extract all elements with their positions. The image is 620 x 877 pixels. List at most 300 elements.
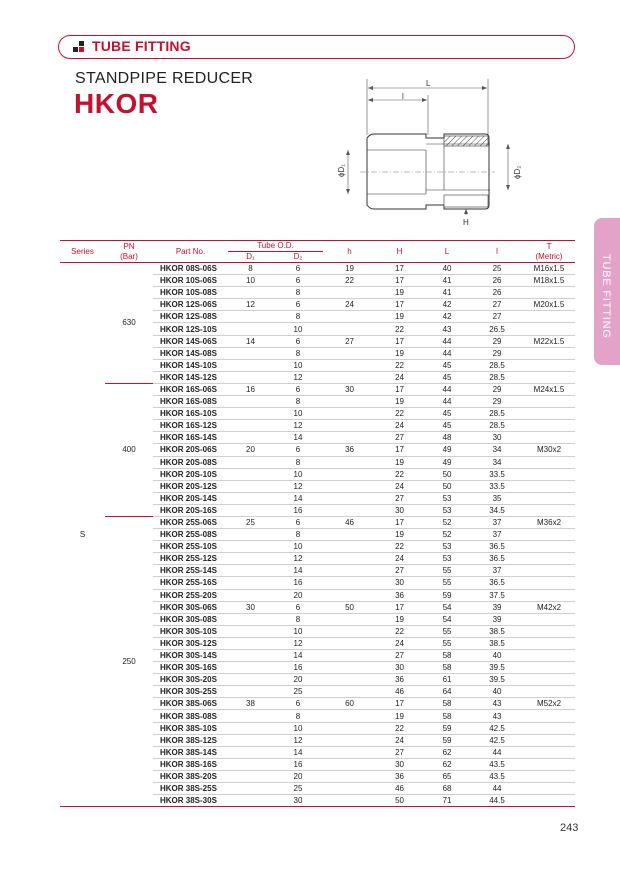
dim-L-cell: 50 [423,468,471,480]
tube-d2-cell: 14 [273,650,323,662]
thread-T-cell: M24x1.5 [523,383,575,395]
dim-H-cell: 22 [376,359,423,371]
dim-L-cell: 61 [423,674,471,686]
part-number-cell: HKOR 25S-06S [153,516,228,528]
dim-L-cell: 48 [423,432,471,444]
tube-d2-cell: 6 [273,263,323,275]
part-number-cell: HKOR 30S-08S [153,613,228,625]
thread-T-cell [523,529,575,541]
tube-d2-cell: 8 [273,347,323,359]
tube-d2-cell: 14 [273,492,323,504]
tube-d1-cell [228,637,273,649]
tube-d2-cell: 30 [273,795,323,807]
dim-H-cell: 22 [376,323,423,335]
part-number-cell: HKOR 38S-08S [153,710,228,722]
dim-H-cell: 27 [376,492,423,504]
squares-logo-icon [73,41,85,53]
dim-L-cell: 64 [423,686,471,698]
tube-d2-cell: 16 [273,662,323,674]
tube-d1-cell: 10 [228,275,273,287]
tube-d1-cell [228,347,273,359]
part-number-cell: HKOR 14S-06S [153,335,228,347]
thread-T-cell [523,347,575,359]
dim-h-cell [323,347,376,359]
dim-h-cell [323,577,376,589]
tube-d2-cell: 10 [273,722,323,734]
dim-L-cell: 44 [423,396,471,408]
tube-d2-cell: 10 [273,468,323,480]
dim-l-cell: 38.5 [471,625,523,637]
dim-L-cell: 42 [423,299,471,311]
dim-L-cell: 44 [423,383,471,395]
tube-d1-cell [228,359,273,371]
dim-l-cell: 37 [471,565,523,577]
header-L: L [423,241,471,263]
tube-d2-cell: 14 [273,565,323,577]
part-number-cell: HKOR 25S-12S [153,553,228,565]
dim-H-cell: 24 [376,553,423,565]
dim-l-cell: 38.5 [471,637,523,649]
part-number-cell: HKOR 20S-08S [153,456,228,468]
dim-h-cell [323,770,376,782]
tube-d2-cell: 12 [273,734,323,746]
dim-L-cell: 49 [423,444,471,456]
dim-h-cell [323,710,376,722]
dim-H-cell: 36 [376,770,423,782]
thread-T-cell [523,625,575,637]
table-body [60,263,575,807]
dim-l-cell: 36.5 [471,553,523,565]
part-number-cell: HKOR 12S-06S [153,299,228,311]
dim-h-cell: 19 [323,263,376,275]
thread-T-cell [523,589,575,601]
header-part: Part No. [153,241,228,263]
tube-d1-cell [228,480,273,492]
header-d2: D₂ [273,252,323,263]
dim-L-cell: 42 [423,311,471,323]
dim-l-cell: 39.5 [471,674,523,686]
part-number-cell: HKOR 20S-06S [153,444,228,456]
part-number-cell: HKOR 38S-06S [153,698,228,710]
part-number-cell: HKOR 12S-10S [153,323,228,335]
dim-L-cell: 41 [423,275,471,287]
tube-d1-cell [228,504,273,516]
dim-L-cell: 65 [423,770,471,782]
tube-d1-cell: 14 [228,335,273,347]
dim-H-cell: 19 [376,710,423,722]
dim-H-cell: 27 [376,746,423,758]
dim-L-cell: 45 [423,408,471,420]
thread-T-cell [523,287,575,299]
table-row [60,516,575,528]
dim-h-cell [323,420,376,432]
header-h-small: h [323,241,376,263]
dim-H-cell: 36 [376,674,423,686]
dim-h-cell [323,396,376,408]
thread-T-cell [523,795,575,807]
thread-T-cell [523,480,575,492]
dim-H-cell: 17 [376,516,423,528]
dim-h-cell [323,565,376,577]
dim-l-cell: 40 [471,686,523,698]
tube-d2-cell: 20 [273,770,323,782]
tube-d1-cell: 8 [228,263,273,275]
table-row [60,263,575,275]
dim-H-cell: 46 [376,783,423,795]
fitting-drawing [330,75,530,235]
part-number-cell: HKOR 14S-12S [153,371,228,383]
thread-T-cell [523,432,575,444]
thread-T-cell [523,650,575,662]
thread-T-cell [523,637,575,649]
tube-d1-cell [228,541,273,553]
tube-d2-cell: 8 [273,287,323,299]
tube-d2-cell: 12 [273,420,323,432]
dim-L-cell: 45 [423,371,471,383]
tube-d2-cell: 12 [273,480,323,492]
tube-d1-cell: 30 [228,601,273,613]
dim-l-cell: 29 [471,347,523,359]
dim-l-cell: 42.5 [471,722,523,734]
dim-h-cell [323,311,376,323]
dim-l-cell: 37.5 [471,589,523,601]
tube-d2-cell: 6 [273,335,323,347]
dim-l-cell: 29 [471,383,523,395]
part-number-cell: HKOR 12S-08S [153,311,228,323]
part-number-cell: HKOR 38S-14S [153,746,228,758]
dim-H-cell: 24 [376,371,423,383]
dim-H-cell: 17 [376,275,423,287]
part-number-cell: HKOR 25S-16S [153,577,228,589]
pn-cell: 630 [122,318,136,328]
tube-d1-cell [228,323,273,335]
dim-h-cell: 27 [323,335,376,347]
dim-H-cell: 27 [376,432,423,444]
thread-T-cell [523,553,575,565]
dim-H-cell: 22 [376,625,423,637]
dim-L-cell: 53 [423,553,471,565]
part-number-cell: HKOR 38S-12S [153,734,228,746]
header-tube-od: Tube O.D. [228,241,323,252]
dim-h-cell [323,637,376,649]
dim-l-cell: 44 [471,783,523,795]
dim-l-cell: 28.5 [471,371,523,383]
dim-H-cell: 22 [376,541,423,553]
part-number-cell: HKOR 25S-20S [153,589,228,601]
series-cell: S [60,263,105,807]
thread-T-cell [523,686,575,698]
tube-d1-cell [228,613,273,625]
tube-d2-cell: 8 [273,710,323,722]
part-number-cell: HKOR 10S-06S [153,275,228,287]
dim-L-cell: 58 [423,710,471,722]
part-number-cell: HKOR 38S-16S [153,758,228,770]
tube-d1-cell [228,565,273,577]
part-number-cell: HKOR 38S-10S [153,722,228,734]
dim-L-cell: 54 [423,613,471,625]
dim-h-cell [323,783,376,795]
pn-cell: 400 [105,383,153,516]
tube-d2-cell: 8 [273,311,323,323]
part-number-cell: HKOR 30S-25S [153,686,228,698]
dim-h-cell [323,795,376,807]
thread-T-cell: M22x1.5 [523,335,575,347]
thread-T-cell: M18x1.5 [523,275,575,287]
dim-l-cell: 37 [471,529,523,541]
dim-H-cell: 27 [376,650,423,662]
dim-H-cell: 24 [376,420,423,432]
part-number-cell: HKOR 20S-12S [153,480,228,492]
part-number-cell: HKOR 38S-25S [153,783,228,795]
part-number-cell: HKOR 30S-16S [153,662,228,674]
product-model: HKOR [74,88,159,119]
thread-T-cell [523,565,575,577]
dim-h-cell [323,359,376,371]
dim-l-cell: 39 [471,601,523,613]
dim-L-cell: 53 [423,504,471,516]
dim-h-cell [323,662,376,674]
dim-L-cell: 44 [423,347,471,359]
part-number-cell: HKOR 20S-14S [153,492,228,504]
table-row [60,383,575,395]
dim-h-cell [323,722,376,734]
thread-T-cell: M16x1.5 [523,263,575,275]
tube-d1-cell [228,529,273,541]
dim-l-cell: 43 [471,698,523,710]
thread-T-cell [523,504,575,516]
header-l-small: l [471,241,523,263]
dim-L-cell: 62 [423,746,471,758]
thread-T-cell [523,783,575,795]
tube-d2-cell: 16 [273,758,323,770]
part-number-cell: HKOR 30S-06S [153,601,228,613]
tube-d1-cell [228,722,273,734]
tube-d1-cell [228,674,273,686]
thread-T-cell [523,577,575,589]
dim-h-cell [323,456,376,468]
thread-T-cell: M52x2 [523,698,575,710]
dim-H-cell: 30 [376,758,423,770]
dim-l-cell: 28.5 [471,420,523,432]
tube-d2-cell: 10 [273,323,323,335]
dim-l-cell: 36.5 [471,577,523,589]
part-number-cell: HKOR 25S-08S [153,529,228,541]
tube-d2-cell: 6 [273,601,323,613]
dim-h-cell [323,408,376,420]
tube-d1-cell: 25 [228,516,273,528]
dim-l-cell: 29 [471,396,523,408]
thread-T-cell [523,541,575,553]
dim-L-cell: 55 [423,625,471,637]
tube-d2-cell: 20 [273,674,323,686]
dim-L-cell: 58 [423,650,471,662]
dim-D2-label: ϕD₂ [513,165,522,179]
dim-H-cell: 30 [376,504,423,516]
dim-l-cell: 40 [471,650,523,662]
dim-l-cell: 34 [471,456,523,468]
dim-L-cell: 49 [423,456,471,468]
dim-H-cell: 17 [376,299,423,311]
dim-H-cell: 19 [376,396,423,408]
tube-d1-cell [228,456,273,468]
part-number-cell: HKOR 30S-12S [153,637,228,649]
dim-h-cell [323,287,376,299]
dim-l-cell: 37 [471,516,523,528]
dim-H-cell: 22 [376,468,423,480]
side-tab [594,218,620,365]
part-number-cell: HKOR 14S-08S [153,347,228,359]
tube-d2-cell: 8 [273,529,323,541]
part-number-cell: HKOR 30S-20S [153,674,228,686]
tube-d1-cell [228,577,273,589]
tube-d2-cell: 6 [273,299,323,311]
part-number-cell: HKOR 38S-30S [153,795,228,807]
dim-L-cell: 55 [423,577,471,589]
tube-d2-cell: 6 [273,698,323,710]
tube-d2-cell: 8 [273,613,323,625]
tube-d1-cell [228,746,273,758]
thread-T-cell [523,710,575,722]
dim-l-cell: 36.5 [471,541,523,553]
part-number-cell: HKOR 08S-06S [153,263,228,275]
part-number-cell: HKOR 38S-20S [153,770,228,782]
dim-h-cell: 30 [323,383,376,395]
dim-H-cell: 17 [376,698,423,710]
section-title: TUBE FITTING [92,38,191,54]
dim-l-cell: 25 [471,263,523,275]
dim-L-cell: 44 [423,335,471,347]
dim-h-cell [323,686,376,698]
dim-h-cell [323,541,376,553]
thread-T-cell [523,323,575,335]
dim-h-cell: 24 [323,299,376,311]
dim-h-cell: 46 [323,516,376,528]
dim-l-cell: 33.5 [471,468,523,480]
tube-d1-cell [228,770,273,782]
tube-d1-cell [228,287,273,299]
section-header-bar [58,35,575,59]
tube-d2-cell: 10 [273,625,323,637]
thread-T-cell [523,492,575,504]
thread-T-cell [523,311,575,323]
dim-l-cell: 44 [471,746,523,758]
tube-d1-cell [228,311,273,323]
dim-H-cell: 30 [376,662,423,674]
dim-h-cell [323,468,376,480]
tube-d2-cell: 16 [273,504,323,516]
tube-d1-cell: 38 [228,698,273,710]
dim-l-cell: 27 [471,311,523,323]
thread-T-cell: M36x2 [523,516,575,528]
dim-L-cell: 53 [423,541,471,553]
thread-T-cell [523,722,575,734]
dim-l-cell: 39 [471,613,523,625]
dim-L-cell: 45 [423,420,471,432]
thread-T-cell [523,734,575,746]
page-number: 243 [560,822,579,834]
thread-T-cell [523,613,575,625]
dim-h-cell [323,650,376,662]
dimension-table [60,240,575,807]
dim-h-cell: 60 [323,698,376,710]
tube-d2-cell: 14 [273,746,323,758]
dim-h-cell [323,613,376,625]
dim-L-cell: 54 [423,601,471,613]
tube-d2-cell: 12 [273,553,323,565]
dim-L-cell: 59 [423,722,471,734]
tube-d2-cell: 6 [273,275,323,287]
part-number-cell: HKOR 16S-08S [153,396,228,408]
dim-H-cell: 46 [376,686,423,698]
dim-H-cell: 24 [376,480,423,492]
dim-H-cell: 36 [376,589,423,601]
thread-T-cell [523,420,575,432]
tube-d1-cell: 12 [228,299,273,311]
header-T [523,241,575,263]
dim-L-cell: 68 [423,783,471,795]
dim-L-cell: 41 [423,287,471,299]
tube-d1-cell [228,650,273,662]
thread-T-cell: M30x2 [523,444,575,456]
dim-L-cell: 62 [423,758,471,770]
dim-L-cell: 43 [423,323,471,335]
dim-h-cell [323,371,376,383]
tube-d2-cell: 20 [273,589,323,601]
dim-l-cell: 27 [471,299,523,311]
dim-h-cell [323,746,376,758]
part-number-cell: HKOR 16S-14S [153,432,228,444]
header-H: H [376,241,423,263]
tube-d2-cell: 10 [273,541,323,553]
dim-l-cell: 26.5 [471,323,523,335]
dim-H-cell: 17 [376,601,423,613]
dim-H-cell: 30 [376,577,423,589]
header-pn [105,241,153,263]
tube-d1-cell [228,795,273,807]
tube-d1-cell [228,468,273,480]
thread-T-cell [523,662,575,674]
dim-L-cell: 55 [423,637,471,649]
part-number-cell: HKOR 20S-10S [153,468,228,480]
dim-h-cell [323,529,376,541]
tube-d2-cell: 25 [273,783,323,795]
tube-d1-cell [228,371,273,383]
dim-h-cell [323,734,376,746]
dim-H-cell: 17 [376,383,423,395]
tube-d1-cell: 16 [228,383,273,395]
part-number-cell: HKOR 30S-14S [153,650,228,662]
dim-l-cell: 34.5 [471,504,523,516]
tube-d1-cell [228,396,273,408]
tube-d1-cell [228,662,273,674]
tube-d2-cell: 10 [273,408,323,420]
header-d1: D₁ [228,252,273,263]
part-number-cell: HKOR 25S-14S [153,565,228,577]
part-number-cell: HKOR 20S-16S [153,504,228,516]
tube-d2-cell: 6 [273,516,323,528]
part-number-cell: HKOR 16S-10S [153,408,228,420]
dim-H-cell: 24 [376,637,423,649]
dim-L-cell: 58 [423,698,471,710]
dim-H-cell: 19 [376,613,423,625]
dim-l-cell: 39.5 [471,662,523,674]
dim-L-cell: 40 [423,263,471,275]
tube-d2-cell: 16 [273,577,323,589]
dim-L-label: L [426,79,431,88]
tube-d2-cell: 8 [273,396,323,408]
dim-h-cell [323,432,376,444]
tube-d1-cell [228,589,273,601]
